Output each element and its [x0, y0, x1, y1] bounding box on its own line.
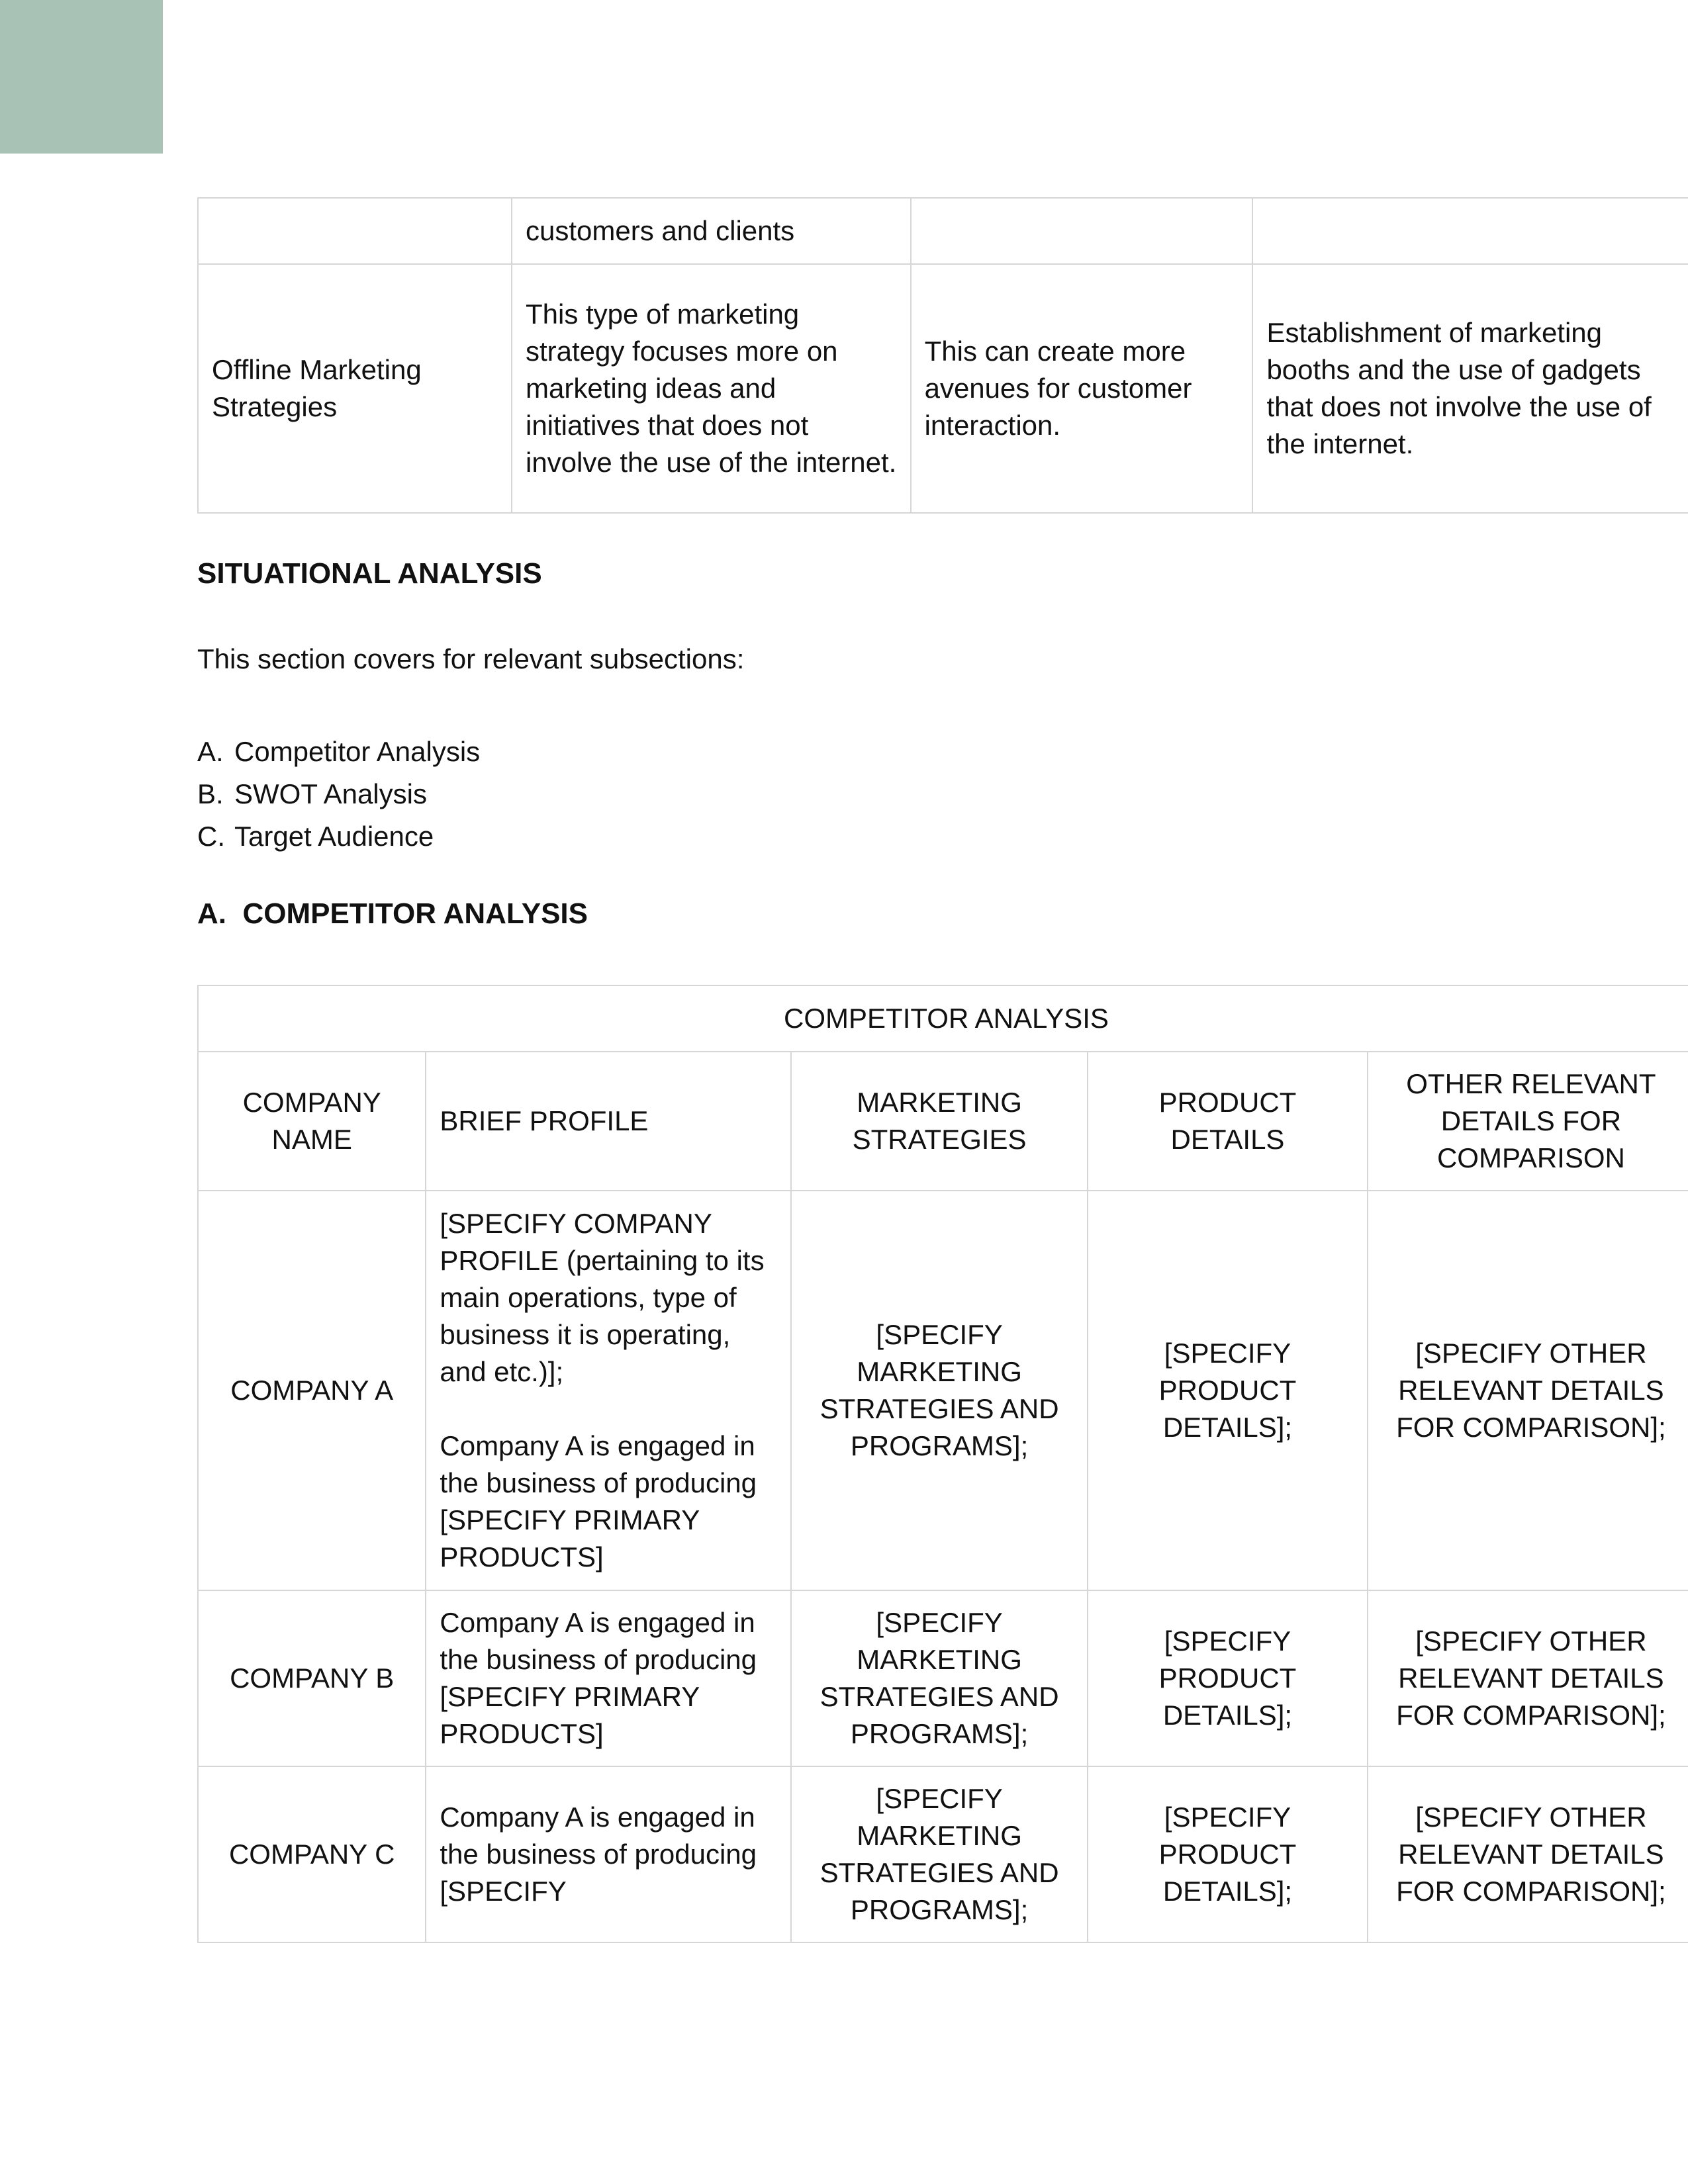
profile-cell: Company A is engaged in the business of producing [SPECIFY PRIMARY PRODUCTS] — [426, 1590, 791, 1766]
profile-cell — [426, 1191, 791, 1590]
table-title: COMPETITOR ANALYSIS — [198, 985, 1688, 1052]
profile-paragraph: [SPECIFY COMPANY PROFILE (pertaining to its main operations, type of business it is operating, and etc.)]; — [440, 1208, 765, 1387]
list-marker: C. — [197, 821, 225, 852]
table-cell: customers and clients — [512, 198, 911, 264]
list-item-label: Target Audience — [234, 821, 434, 852]
table-row — [198, 198, 1688, 264]
list-marker: A. — [197, 736, 224, 767]
strategy-description-cell: This type of marketing strategy focuses more on marketing ideas and initiatives that does not involve the use of the internet. — [512, 264, 911, 513]
product-cell: [SPECIFY PRODUCT DETAILS]; — [1088, 1191, 1368, 1590]
list-item — [197, 773, 480, 815]
list-item-label: SWOT Analysis — [234, 778, 427, 809]
product-cell: [SPECIFY PRODUCT DETAILS]; — [1088, 1590, 1368, 1766]
list-marker: B. — [197, 778, 224, 809]
table-cell — [198, 198, 512, 264]
competitor-analysis-heading: A. COMPETITOR ANALYSIS — [197, 897, 588, 930]
subsection-list — [197, 731, 480, 858]
situational-analysis-heading: SITUATIONAL ANALYSIS — [197, 557, 542, 590]
column-header-other: OTHER RELEVANT DETAILS FOR COMPARISON — [1368, 1052, 1688, 1191]
marketing-cell: [SPECIFY MARKETING STRATEGIES AND PROGRAMS]; — [791, 1590, 1088, 1766]
table-row — [198, 1191, 1688, 1590]
company-name-cell: COMPANY B — [198, 1590, 426, 1766]
column-header-product: PRODUCT DETAILS — [1088, 1052, 1368, 1191]
paragraph-gap — [440, 1390, 777, 1428]
column-header-marketing: MARKETING STRATEGIES — [791, 1052, 1088, 1191]
corner-accent-block — [0, 0, 163, 154]
table-row — [198, 264, 1688, 513]
table-cell — [911, 198, 1253, 264]
profile-paragraph: Company A is engaged in the business of producing [SPECIFY PRIMARY PRODUCTS] — [440, 1430, 757, 1572]
competitor-analysis-table — [197, 985, 1688, 1943]
other-details-cell: [SPECIFY OTHER RELEVANT DETAILS FOR COMPARISON]; — [1368, 1766, 1688, 1942]
section-intro-text: This section covers for relevant subsections: — [197, 643, 745, 674]
list-item — [197, 731, 480, 773]
strategy-example-cell: Establishment of marketing booths and the use of gadgets that does not involve the use of the internet. — [1252, 264, 1688, 513]
column-header-profile: BRIEF PROFILE — [426, 1052, 791, 1191]
company-name-cell: COMPANY A — [198, 1191, 426, 1590]
other-details-cell: [SPECIFY OTHER RELEVANT DETAILS FOR COMPARISON]; — [1368, 1590, 1688, 1766]
other-details-cell: [SPECIFY OTHER RELEVANT DETAILS FOR COMPARISON]; — [1368, 1191, 1688, 1590]
table-cell — [1252, 198, 1688, 264]
table-header-row — [198, 1052, 1688, 1191]
profile-cell: Company A is engaged in the business of producing [SPECIFY — [426, 1766, 791, 1942]
table-row — [198, 1766, 1688, 1942]
company-name-cell: COMPANY C — [198, 1766, 426, 1942]
product-cell: [SPECIFY PRODUCT DETAILS]; — [1088, 1766, 1368, 1942]
marketing-strategies-table — [197, 197, 1688, 514]
strategy-name-cell: Offline Marketing Strategies — [198, 264, 512, 513]
list-item-label: Competitor Analysis — [234, 736, 481, 767]
marketing-cell: [SPECIFY MARKETING STRATEGIES AND PROGRAMS]; — [791, 1766, 1088, 1942]
marketing-cell: [SPECIFY MARKETING STRATEGIES AND PROGRAMS]; — [791, 1191, 1088, 1590]
table-row — [198, 1590, 1688, 1766]
table-title-row — [198, 985, 1688, 1052]
column-header-company: COMPANY NAME — [198, 1052, 426, 1191]
strategy-benefit-cell: This can create more avenues for customer interaction. — [911, 264, 1253, 513]
list-item — [197, 815, 480, 858]
